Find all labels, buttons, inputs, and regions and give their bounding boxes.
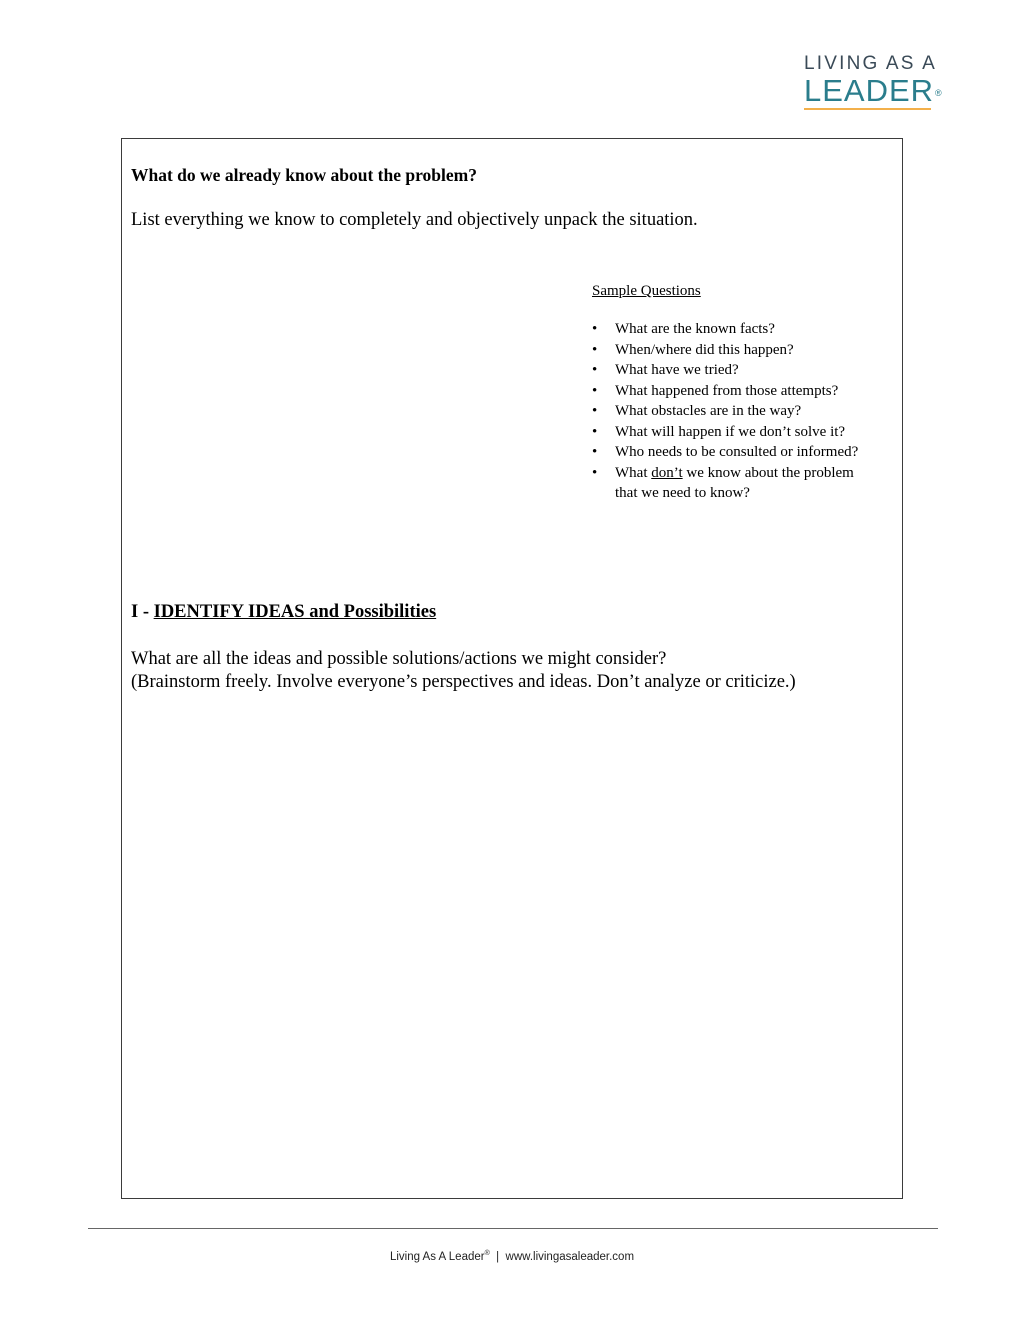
sample-question-item: • When/where did this happen? (592, 340, 858, 361)
footer-website-link[interactable]: www.livingasaleader.com (505, 1250, 635, 1263)
sample-question-post: we know about the problem (682, 464, 854, 481)
footer-brand: Living As A Leader (389, 1250, 485, 1263)
sample-questions-list (592, 319, 858, 504)
sample-question-item: • What will happen if we don’t solve it? (592, 422, 858, 443)
identify-ideas-prefix: I - (131, 602, 154, 622)
worksheet-box (121, 138, 903, 1199)
brand-logo (804, 54, 944, 110)
sample-question-item: • What are the known facts? (592, 319, 858, 340)
sample-questions-title: Sample Questions (592, 283, 701, 299)
logo-text-top: LIVING AS A (804, 53, 937, 74)
logo-text-main (804, 73, 944, 108)
sample-question-item: • Who needs to be consulted or informed? (592, 442, 858, 463)
logo-registered-mark: ® (935, 88, 943, 98)
footer-separator: | (496, 1250, 500, 1263)
page-footer (0, 1250, 1024, 1263)
sample-question-item-last (592, 463, 858, 504)
logo-word: LEADER (804, 73, 935, 108)
sample-question-item: • What obstacles are in the way? (592, 401, 858, 422)
sample-question-pre: What (615, 464, 652, 481)
sample-question-item: • What happened from those attempts? (592, 381, 858, 402)
logo-underline (804, 108, 931, 110)
identify-ideas-heading (131, 602, 436, 623)
known-problem-instruction: List everything we know to completely and objectively unpack the situation. (131, 210, 698, 230)
identify-ideas-note: (Brainstorm freely. Involve everyone’s perspectives and ideas. Don’t analyze or criticize.) (131, 672, 796, 692)
footer-registered-mark: ® (484, 1250, 490, 1257)
sample-question-emphasis: don’t (651, 464, 683, 481)
identify-ideas-title: IDENTIFY IDEAS and Possibilities (153, 602, 437, 622)
sample-question-item: • What have we tried? (592, 360, 858, 381)
footer-divider (88, 1228, 938, 1229)
identify-ideas-question: What are all the ideas and possible solutions/actions we might consider? (131, 649, 667, 669)
sample-question-line2: that we need to know? (615, 485, 750, 501)
known-problem-heading: What do we already know about the problem? (131, 165, 477, 185)
